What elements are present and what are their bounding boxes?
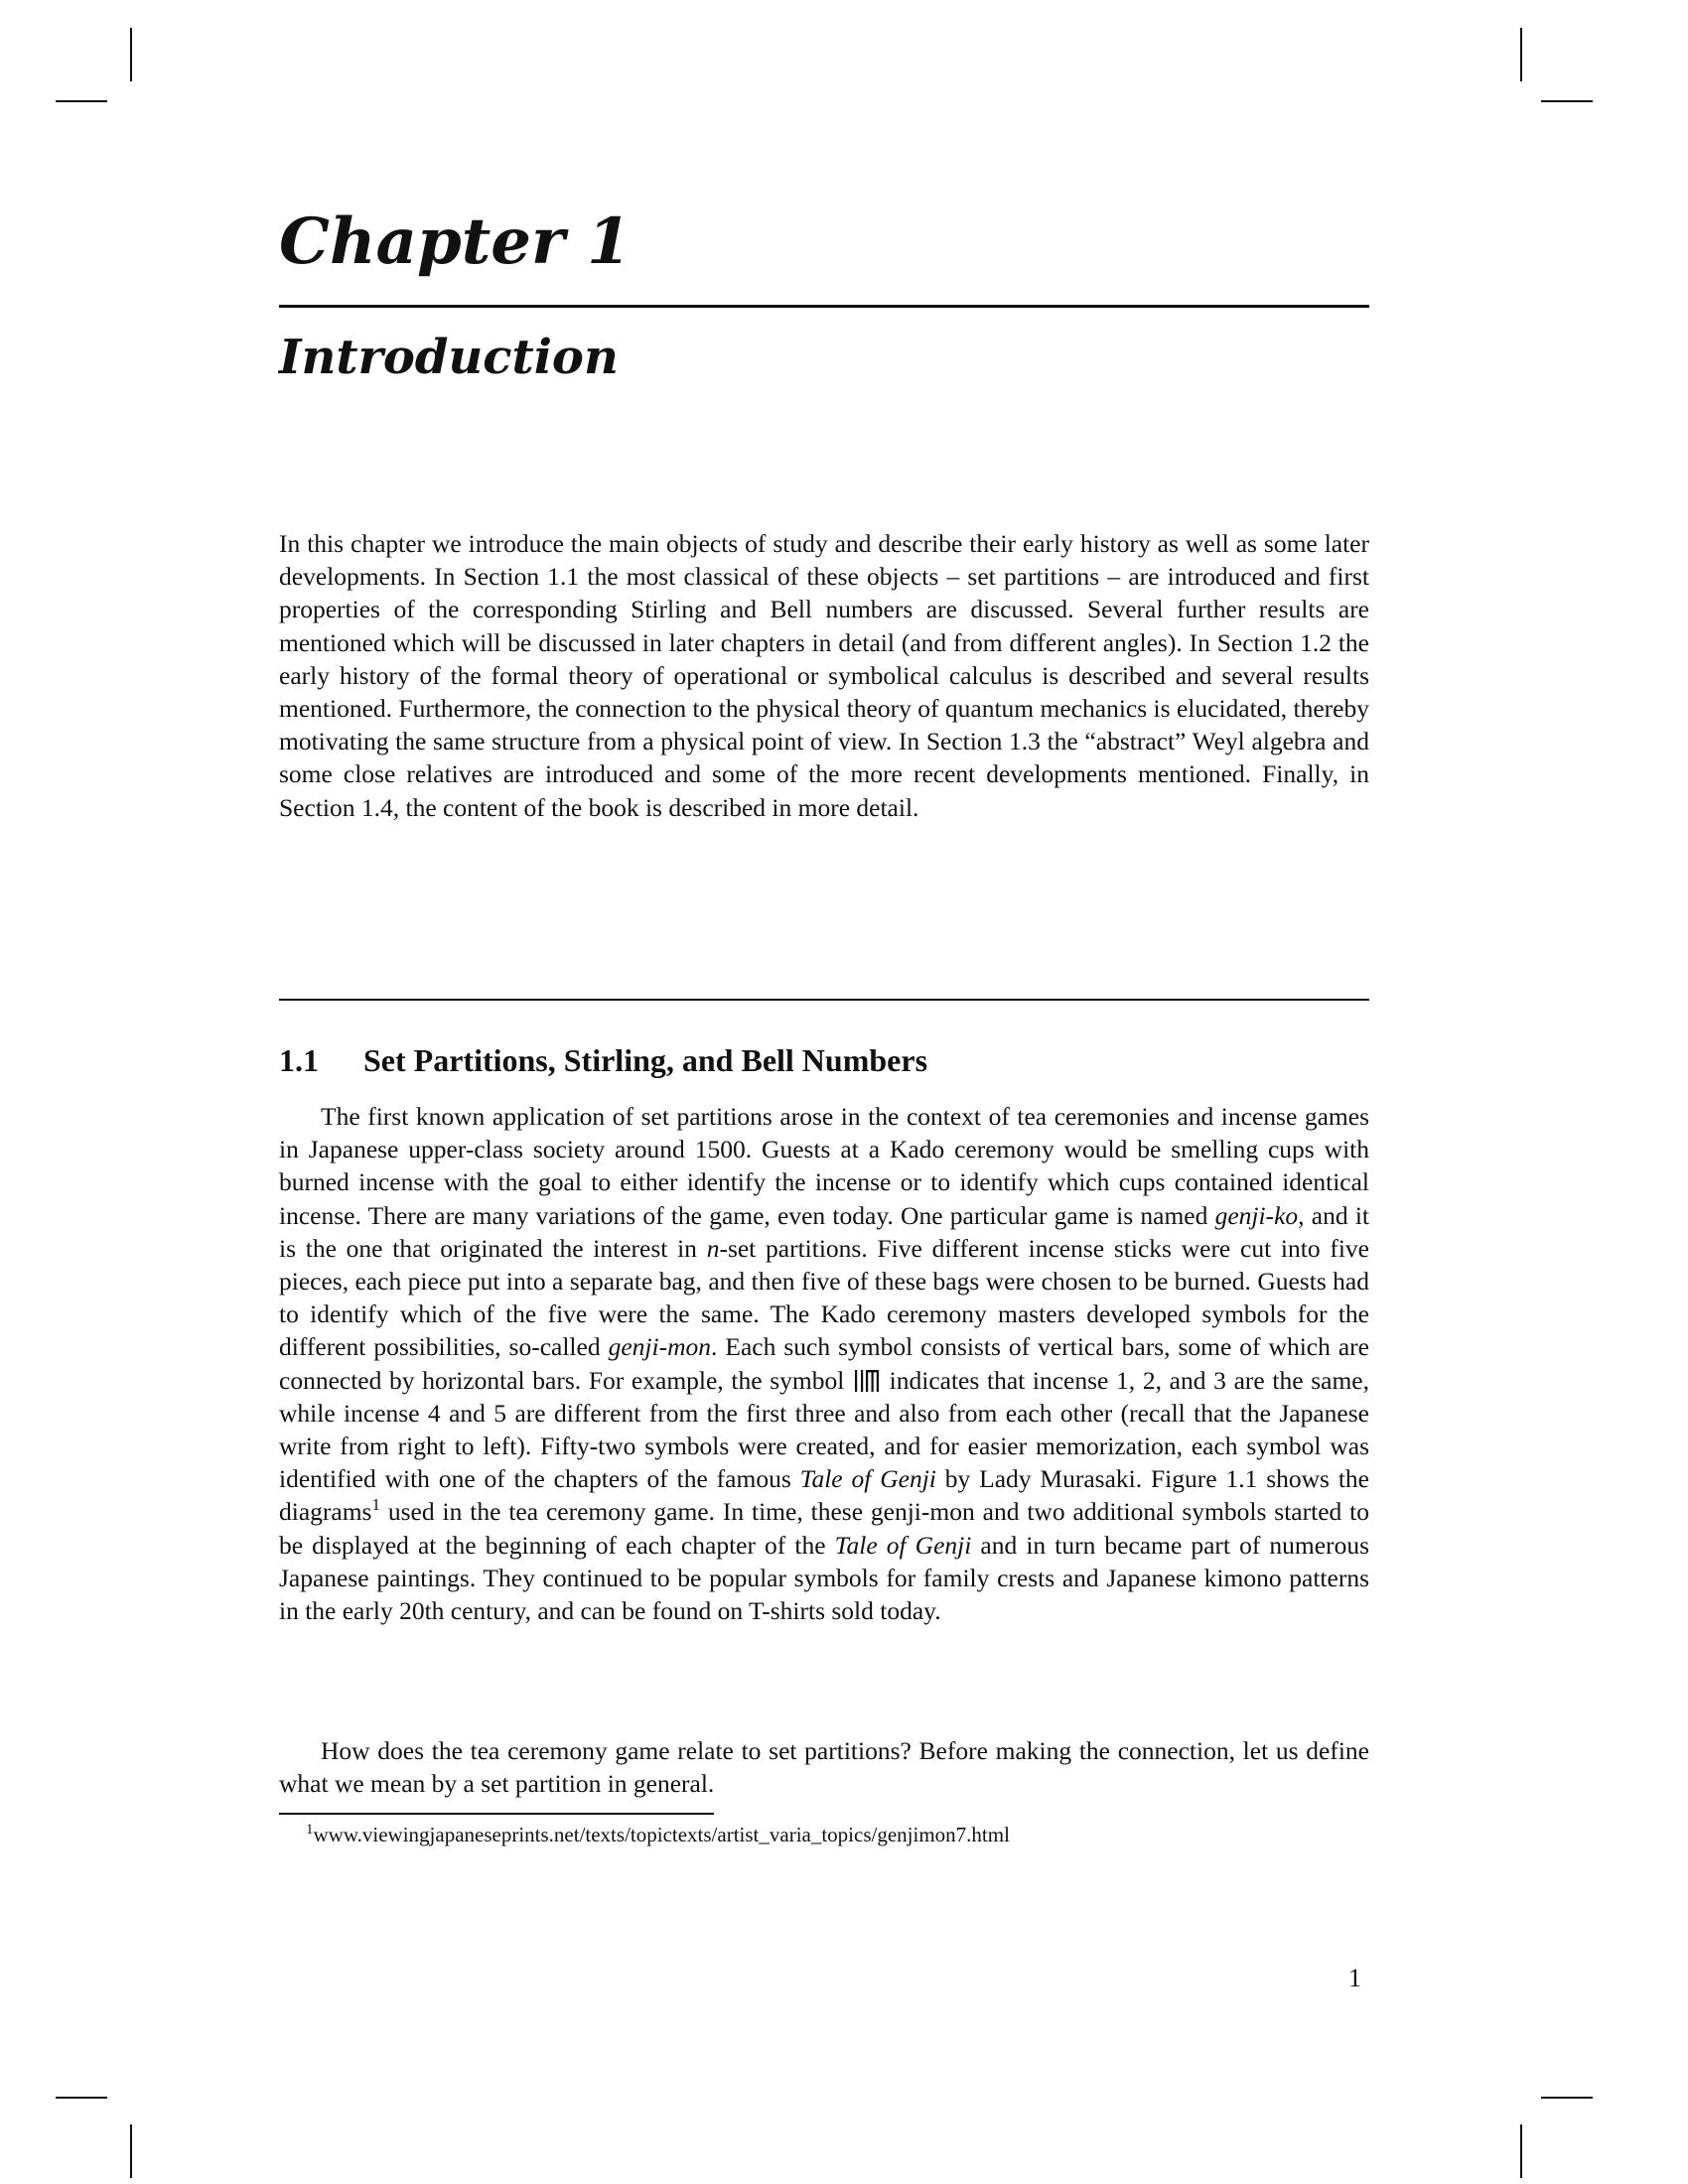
title-tale-of-genji: Tale of Genji	[799, 1464, 936, 1494]
paragraph-text: and in turn became part of numerous Japanese paintings. They continued to be popular symbols for family crests and Japanese kimono patterns in the early 20th century, and can be found on T-shirts sold today.	[279, 1530, 1369, 1626]
chapter-label: Chapter 1	[279, 205, 632, 279]
footnote	[306, 1821, 1010, 1848]
crop-mark-top-right-horizontal	[1541, 100, 1593, 102]
genji-mon-symbol-icon	[854, 1369, 880, 1393]
crop-mark-top-left-vertical	[130, 28, 132, 81]
crop-mark-bottom-left-horizontal	[56, 2097, 107, 2099]
paragraph-text: . Each such symbol consists of vertical bars, some of which are connected by horizontal bars. For example, the symbol	[279, 1332, 1369, 1395]
body-paragraph-1	[279, 1100, 1369, 1627]
paragraph-text: by Lady Murasaki. Figure 1.1 shows the diagrams	[279, 1464, 1369, 1527]
footnote-mark: 1	[306, 1822, 314, 1838]
paragraph-text: , and it is the one that originated the interest in	[279, 1200, 1369, 1263]
footnote-url[interactable]: www.viewingjapaneseprints.net/texts/topictexts/artist_varia_topics/genjimon7.html	[313, 1823, 1010, 1846]
footnote-rule	[279, 1813, 714, 1815]
section-title: Set Partitions, Stirling, and Bell Numbers	[363, 1042, 928, 1078]
crop-mark-top-left-horizontal	[56, 100, 107, 102]
chapter-title: Introduction	[279, 330, 619, 385]
paragraph-text: used in the tea ceremony game. In time, these genji-mon and two additional symbols started to be displayed at the beginning of each chapter of the	[279, 1497, 1369, 1560]
chapter-rule	[279, 305, 1369, 308]
paragraph-text: -set partitions. Five different incense sticks were cut into five pieces, each piece put into a separate bag, and then five of these bags were chosen to be burned. Guests had to identify which of the five were the same. The Kado ceremony masters developed symbols for the different possibilities, so-called	[279, 1233, 1369, 1362]
abstract-rule	[279, 999, 1369, 1001]
crop-mark-bottom-left-vertical	[130, 2124, 132, 2178]
section-number: 1.1	[279, 1042, 319, 1078]
term-genji-mon: genji-mon	[608, 1332, 711, 1362]
paragraph-text: The first known application of set partitions arose in the context of tea ceremonies and incense games in Japanese upper-class society around 1500. Guests at a Kado ceremony would be smelling cups with burned incense with the goal to either identify the incense or to identify which cups contained identical incense. There are many variations of the game, even today. One particular game is named	[279, 1102, 1369, 1230]
crop-mark-top-right-vertical	[1520, 28, 1522, 81]
footnote-reference[interactable]: 1	[371, 1495, 380, 1515]
crop-mark-bottom-right-vertical	[1520, 2124, 1522, 2178]
section-heading	[279, 1044, 927, 1076]
page-number: 1	[1348, 1964, 1361, 1992]
chapter-abstract: In this chapter we introduce the main objects of study and describe their early history as well as some later developments. In Section 1.1 the most classical of these objects – set partitions – are introduced and first properties of the corresponding Stirling and Bell numbers are discussed. Several further results are mentioned which will be discussed in later chapters in detail (and from different angles). In Section 1.2 the early history of the formal theory of operational or symbolical calculus is described and several results mentioned. Furthermore, the connection to the physical theory of quantum mechanics is elucidated, thereby motivating the same structure from a physical point of view. In Section 1.3 the “abstract” Weyl algebra and some close relatives are introduced and some of the more recent developments mentioned. Finally, in Section 1.4, the content of the book is described in more detail.	[279, 529, 1369, 822]
term-genji-ko: genji-ko	[1214, 1200, 1299, 1230]
paragraph-text: indicates that incense 1, 2, and 3 are the same, while incense 4 and 5 are different from the first three and also from each other (recall that the Japanese write from right to left). Fifty-two symbols were created, and for easier memorization, each symbol was identified with one of the chapters of the famous	[279, 1365, 1370, 1494]
body-paragraph-2: How does the tea ceremony game relate to set partitions? Before making the connection, let us define what we mean by a set partition in general.	[279, 1736, 1369, 1799]
math-n: n	[706, 1233, 720, 1263]
title-tale-of-genji: Tale of Genji	[834, 1530, 972, 1560]
crop-mark-bottom-right-horizontal	[1541, 2097, 1593, 2099]
